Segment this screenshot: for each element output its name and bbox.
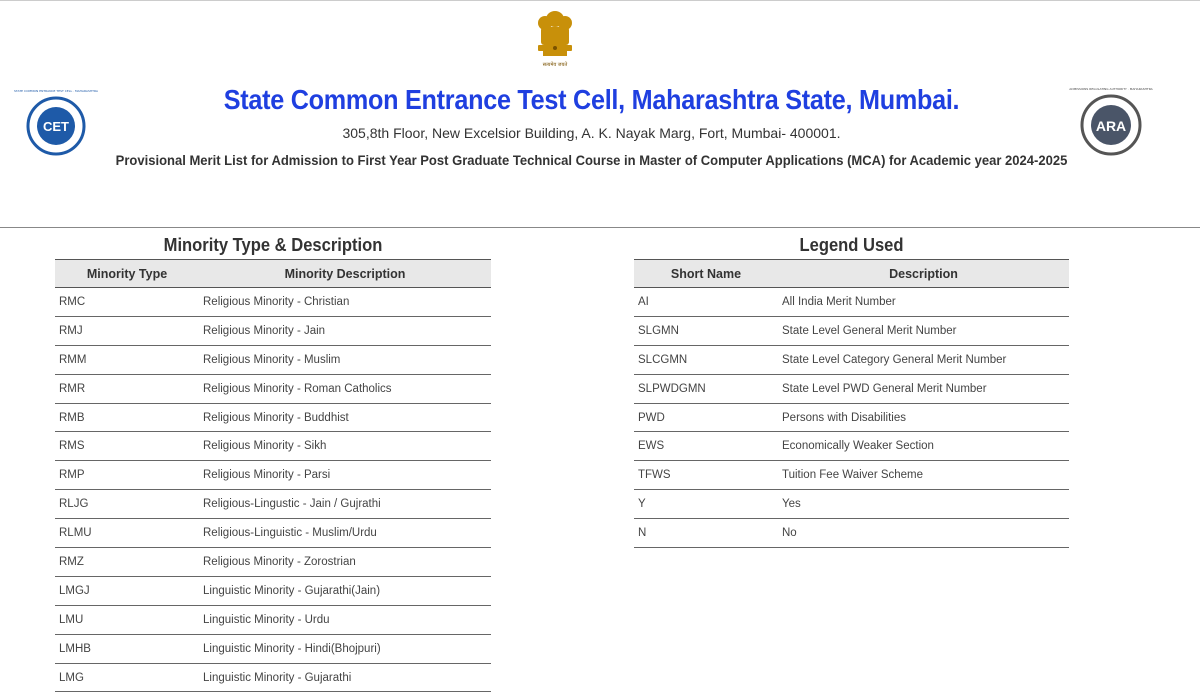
minority-type-cell: RMB	[55, 403, 199, 432]
table-row	[634, 432, 1069, 461]
table-row	[55, 345, 491, 374]
description-cell: All India Merit Number	[778, 288, 1069, 317]
table-row	[55, 634, 491, 663]
table-row	[55, 461, 491, 490]
table-row	[55, 605, 491, 634]
minority-type-cell: RLMU	[55, 519, 199, 548]
short-name-cell: PWD	[634, 403, 778, 432]
minority-description-cell: Linguistic Minority - Gujarathi	[199, 663, 491, 692]
short-name-cell: Y	[634, 490, 778, 519]
minority-description-cell: Linguistic Minority - Urdu	[199, 605, 491, 634]
minority-description-cell: Religious-Lingustic - Jain / Gujrathi	[199, 490, 491, 519]
minority-description-cell: Religious Minority - Jain	[199, 316, 491, 345]
short-name-cell: SLGMN	[634, 316, 778, 345]
table-row	[634, 288, 1069, 317]
table-row	[55, 288, 491, 317]
table-header-row	[55, 260, 491, 288]
table-row	[55, 548, 491, 577]
table-row	[55, 432, 491, 461]
minority-description-cell: Religious Minority - Muslim	[199, 345, 491, 374]
minority-panel	[55, 232, 491, 692]
table-row	[634, 345, 1069, 374]
minority-type-cell: LMG	[55, 663, 199, 692]
emblem-motto: सत्यमेव जयते	[542, 62, 568, 68]
minority-description-cell: Religious Minority - Parsi	[199, 461, 491, 490]
minority-type-cell: RMR	[55, 374, 199, 403]
minority-type-cell: RMC	[55, 288, 199, 317]
minority-type-cell: RMM	[55, 345, 199, 374]
minority-type-cell: LMU	[55, 605, 199, 634]
legend-table-title: Legend Used	[799, 235, 904, 255]
document-header	[0, 0, 1200, 228]
short-name-cell: N	[634, 519, 778, 548]
column-header-short-name: Short Name	[634, 260, 778, 288]
description-cell: No	[778, 519, 1069, 548]
table-row	[634, 316, 1069, 345]
cet-logo-ring-text: STATE COMMON ENTRANCE TEST CELL · MAHARASHTRA	[14, 89, 98, 93]
table-row	[634, 403, 1069, 432]
table-row	[55, 519, 491, 548]
table-row	[634, 519, 1069, 548]
minority-type-cell: RLJG	[55, 490, 199, 519]
minority-description-cell: Religious Minority - Zorostrian	[199, 548, 491, 577]
column-header-description: Description	[778, 260, 1069, 288]
minority-type-cell: RMJ	[55, 316, 199, 345]
description-cell: Yes	[778, 490, 1069, 519]
minority-type-cell: LMGJ	[55, 576, 199, 605]
minority-description-cell: Religious-Linguistic - Muslim/Urdu	[199, 519, 491, 548]
description-cell: Economically Weaker Section	[778, 432, 1069, 461]
cet-logo-mark: CET	[43, 119, 69, 134]
table-header-row	[634, 260, 1069, 288]
short-name-cell: SLCGMN	[634, 345, 778, 374]
minority-description-cell: Religious Minority - Roman Catholics	[199, 374, 491, 403]
minority-type-cell: RMS	[55, 432, 199, 461]
national-emblem-icon	[529, 5, 581, 69]
column-header-minority-type: Minority Type	[55, 260, 199, 288]
merit-list-subtitle: Provisional Merit List for Admission to First Year Post Graduate Technical Course in Master of Computer Applications (MCA) for Academic year 2024-2025	[115, 152, 1068, 168]
minority-description-cell: Religious Minority - Sikh	[199, 432, 491, 461]
table-row	[55, 316, 491, 345]
short-name-cell: AI	[634, 288, 778, 317]
legend-table	[634, 259, 1069, 548]
table-row	[55, 374, 491, 403]
minority-description-cell: Linguistic Minority - Gujarathi(Jain)	[199, 576, 491, 605]
table-row	[634, 461, 1069, 490]
short-name-cell: TFWS	[634, 461, 778, 490]
minority-description-cell: Linguistic Minority - Hindi(Bhojpuri)	[199, 634, 491, 663]
description-cell: Persons with Disabilities	[778, 403, 1069, 432]
legend-panel	[634, 232, 1069, 548]
table-row	[634, 490, 1069, 519]
table-row	[55, 576, 491, 605]
short-name-cell: EWS	[634, 432, 778, 461]
table-row	[634, 374, 1069, 403]
ara-logo-ring-text: ADMISSIONS REGULATING AUTHORITY · MAHARASHTRA	[1069, 87, 1153, 91]
description-cell: Tuition Fee Waiver Scheme	[778, 461, 1069, 490]
table-row	[55, 490, 491, 519]
minority-description-cell: Religious Minority - Christian	[199, 288, 491, 317]
short-name-cell: SLPWDGMN	[634, 374, 778, 403]
column-header-minority-description: Minority Description	[199, 260, 491, 288]
minority-description-cell: Religious Minority - Buddhist	[199, 403, 491, 432]
description-cell: State Level PWD General Merit Number	[778, 374, 1069, 403]
minority-table-title: Minority Type & Description	[163, 235, 383, 255]
description-cell: State Level Category General Merit Number	[778, 345, 1069, 374]
minority-type-cell: LMHB	[55, 634, 199, 663]
page-title: State Common Entrance Test Cell, Maharashtra State, Mumbai.	[223, 84, 960, 115]
table-row	[55, 663, 491, 692]
minority-type-cell: RMZ	[55, 548, 199, 577]
office-address: 305,8th Floor, New Excelsior Building, A. K. Nayak Marg, Fort, Mumbai- 400001.	[342, 125, 841, 141]
description-cell: State Level General Merit Number	[778, 316, 1069, 345]
ara-logo-mark: ARA	[1095, 118, 1127, 134]
table-row	[55, 403, 491, 432]
minority-type-cell: RMP	[55, 461, 199, 490]
minority-table	[55, 259, 491, 692]
